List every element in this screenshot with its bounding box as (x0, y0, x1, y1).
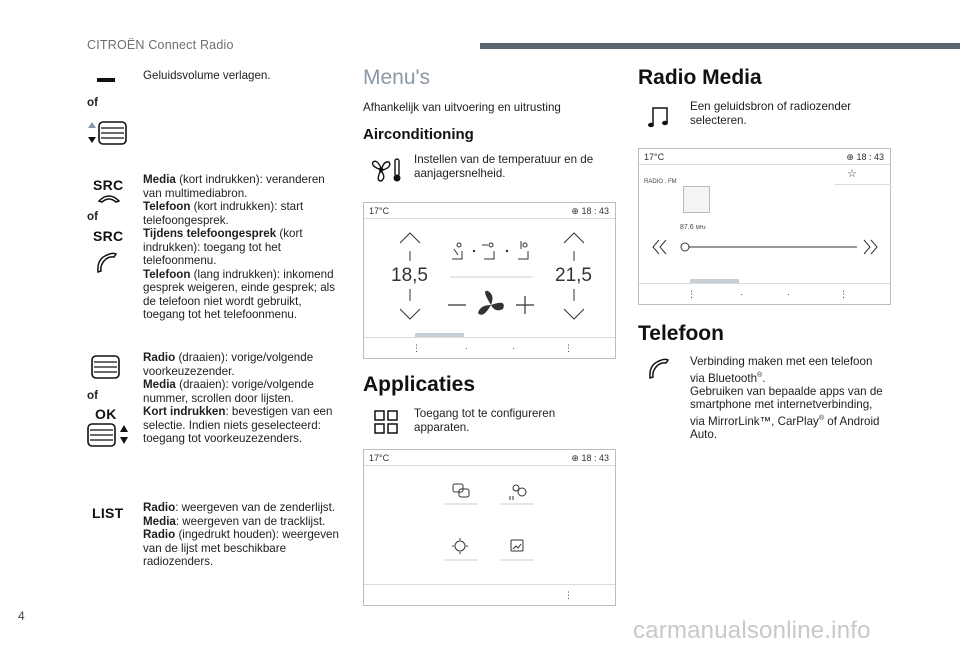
favourite-star-icon[interactable]: ☆ (847, 168, 857, 180)
frequency-value: 87.6 MHz (680, 224, 706, 231)
screen-time: ⊕ 18 : 43 (846, 152, 884, 162)
phone-handset-icon (646, 356, 672, 382)
list-button-label: LIST (92, 505, 124, 521)
or-label: of (87, 210, 98, 223)
header-title: CITROËN Connect Radio (87, 38, 234, 52)
menus-subtitle: Afhankelijk van uitvoering en uitrusting (363, 101, 561, 114)
minus-icon (97, 78, 115, 82)
apps-screen-icons (364, 468, 617, 578)
fan-temperature-icon (368, 156, 404, 184)
screen-temperature: 17°C (369, 206, 390, 216)
phone-handset-icon (97, 192, 121, 204)
apps-screen: 17°C ⊕ 18 : 43 ⋮ (363, 449, 616, 606)
volume-down-text: Geluidsvolume verlagen. (143, 69, 271, 82)
apps-text: Toegang tot te configureren apparaten. (414, 407, 556, 434)
aircon-screen: 17°C ⊕ 18 : 43 18,5 21,5 ⋮ · · ⋮ (363, 202, 616, 359)
menus-title: Menu's (363, 66, 431, 89)
src-button-label: SRC (93, 228, 124, 244)
src-button-label: SRC (93, 177, 124, 193)
music-note-icon (645, 104, 671, 130)
radio-media-text: Een geluidsbron of radiozender selecteren. (690, 100, 852, 127)
telefoon-text: Verbinding maken met een telefoon via Bluetooth®. Gebruiken van bepaalde apps van de smartphone met internetverbinding, via MirrorLink™, CarPlay® of Android Auto. (690, 355, 883, 442)
band-label: RADIO . FM (644, 179, 677, 185)
frequency-slider[interactable] (639, 233, 892, 261)
list-description: Radio: weergeven van de zenderlijst. Media: weergeven van de tracklijst. Radio (ingedrukt houden): weergeven van de lijst met beschikbare radiozenders. (143, 501, 339, 568)
phone-handset-icon (94, 250, 120, 276)
ok-button-label: OK (95, 406, 117, 422)
screen-temperature: 17°C (369, 453, 390, 463)
station-artwork (683, 186, 710, 213)
page-number: 4 (18, 609, 25, 623)
screen-time: ⊕ 18 : 43 (571, 453, 609, 463)
thumbwheel-icon (86, 120, 130, 146)
screen-time: ⊕ 18 : 43 (571, 206, 609, 216)
right-temperature: 21,5 (555, 265, 592, 286)
or-label: of (87, 96, 98, 109)
aircon-text: Instellen van de temperatuur en de aanjagersnelheid. (414, 153, 594, 180)
left-temperature: 18,5 (391, 265, 428, 286)
apps-grid-icon (373, 409, 399, 435)
aircon-title: Airconditioning (363, 126, 474, 143)
watermark: carmanualsonline.info (633, 617, 871, 644)
thumbwheel-icon (86, 422, 132, 448)
src-description: Media (kort indrukken): veranderen van multimediabron. Telefoon (kort indrukken): start telefoongesprek. Tijdens telefoongesprek (kort indrukken): toegang tot het telefoonmenu. Telefoon (lang indrukken): inkomend gesprek weigeren, einde gesprek; als de telefoon niet wordt gebruikt, toegang tot het telefoonmenu. (143, 173, 336, 321)
radio-screen: 17°C ⊕ 18 : 43 RADIO . FM ☆ 87.6 MHz ⋮ · · ⋮ (638, 148, 891, 305)
telefoon-title: Telefoon (638, 322, 724, 345)
or-label: of (87, 389, 98, 402)
thumbwheel-icon (90, 354, 122, 380)
screen-temperature: 17°C (644, 152, 665, 162)
header-bar (480, 43, 960, 49)
radio-media-title: Radio Media (638, 66, 762, 89)
apps-title: Applicaties (363, 373, 476, 396)
ok-description: Radio (draaien): vorige/volgende voorkeuzezender. Media (draaien): vorige/volgende nummer, scrollen door lijsten. Kort indrukken: bevestigen van een selectie. Indien niets geselecteerd: toegang tot voorkeuzezenders. (143, 351, 333, 445)
